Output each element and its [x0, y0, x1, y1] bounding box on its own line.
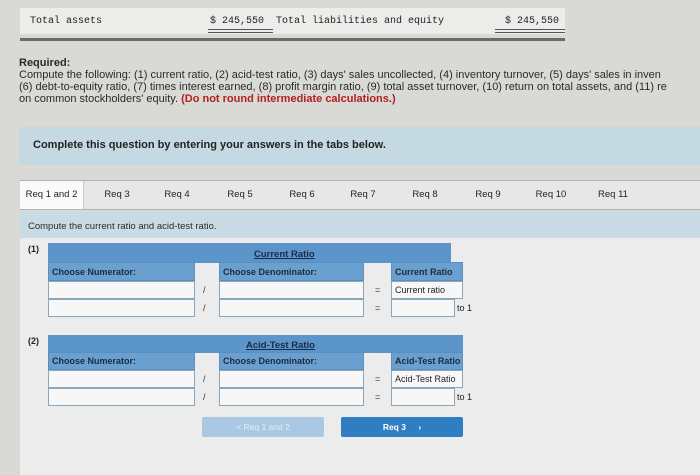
prompt-text: Compute the current ratio and acid-test ratio.	[28, 221, 217, 232]
equals-sign: =	[375, 392, 381, 402]
tab-req-5[interactable]: Req 5	[227, 189, 253, 200]
underline	[208, 29, 273, 30]
divide-sign: /	[203, 392, 206, 402]
required-heading: Required:	[19, 57, 71, 69]
equals-sign: =	[375, 267, 381, 277]
numerator-input-row2[interactable]	[48, 388, 195, 406]
denominator-label: Choose Denominator:	[223, 356, 318, 366]
tab-req-8[interactable]: Req 8	[412, 189, 438, 200]
chevron-right-icon: ›	[418, 422, 422, 432]
current-ratio-row-label: Current ratio	[395, 285, 446, 295]
underline	[495, 29, 565, 30]
underline	[495, 32, 565, 33]
acid-test-title: Acid-Test Ratio	[246, 340, 315, 351]
tab-bar	[20, 180, 700, 210]
required-line-1: Compute the following: (1) current ratio, (2) acid-test ratio, (3) days' sales uncollected, (4) inventory turnover, (5) days' sales in inven	[19, 69, 661, 81]
equals-sign: =	[375, 303, 381, 313]
tab-req-4[interactable]: Req 4	[164, 189, 190, 200]
prompt-strip	[20, 212, 700, 238]
section-2-number: (2)	[28, 336, 39, 346]
numerator-label: Choose Numerator:	[52, 267, 137, 277]
equals-sign: =	[375, 356, 381, 366]
total-le-value: $ 245,550	[505, 16, 560, 27]
acid-test-row-label: Acid-Test Ratio	[395, 374, 456, 384]
numerator-input-row1[interactable]	[48, 370, 195, 388]
tab-req-3[interactable]: Req 3	[104, 189, 130, 200]
rounding-note: (Do not round intermediate calculations.)	[181, 93, 396, 105]
section-1-header	[48, 243, 451, 263]
tab-req-9[interactable]: Req 9	[475, 189, 501, 200]
total-le-label: Total liabilities and equity	[276, 16, 445, 27]
acid-test-result-label: Acid-Test Ratio	[395, 356, 461, 366]
tab-req-7[interactable]: Req 7	[350, 189, 376, 200]
current-ratio-title: Current Ratio	[254, 249, 315, 260]
tab-req-1-and-2[interactable]: Req 1 and 2	[20, 181, 84, 209]
next-tab-button[interactable]	[341, 417, 463, 437]
tab-req-10[interactable]: Req 10	[535, 189, 567, 200]
divide-sign: /	[203, 303, 206, 313]
divide-sign: /	[202, 356, 205, 366]
equals-sign: =	[375, 374, 381, 384]
equals-sign: =	[375, 285, 381, 295]
required-text	[19, 57, 700, 105]
divide-sign: /	[203, 285, 206, 295]
numerator-input-row1[interactable]	[48, 281, 195, 299]
section-1-number: (1)	[28, 244, 39, 254]
numerator-label: Choose Numerator:	[52, 356, 137, 366]
total-assets-value: $ 245,550	[210, 16, 265, 27]
denominator-label: Choose Denominator:	[223, 267, 318, 277]
denominator-input-row1[interactable]	[219, 370, 364, 388]
denominator-input-row2[interactable]	[219, 299, 364, 317]
current-ratio-result-label: Current Ratio	[395, 267, 453, 277]
divider	[20, 38, 565, 41]
tab-req-11[interactable]: Req 11	[598, 189, 628, 200]
previous-tab-button[interactable]: < Req 1 and 2	[202, 417, 324, 437]
total-assets-label: Total assets	[30, 16, 103, 27]
divide-sign: /	[203, 374, 206, 384]
instruction-text: Complete this question by entering your answers in the tabs below.	[33, 139, 386, 151]
underline	[208, 32, 273, 33]
numerator-input-row2[interactable]	[48, 299, 195, 317]
divide-sign: /	[202, 267, 205, 277]
required-line-2: (6) debt-to-equity ratio, (7) times interest earned, (8) profit margin ratio, (9) total asset turnover, (10) return on total assets, and (11) re	[19, 81, 667, 93]
denominator-input-row1[interactable]	[219, 281, 364, 299]
to-one-label: to 1	[457, 303, 473, 313]
balance-sheet-totals	[20, 8, 565, 34]
to-one-label: to 1	[457, 392, 473, 402]
tab-req-6[interactable]: Req 6	[289, 189, 315, 200]
acid-test-answer-input[interactable]	[391, 388, 455, 406]
denominator-input-row2[interactable]	[219, 388, 364, 406]
next-tab-label: Req 3	[382, 422, 406, 432]
instruction-panel	[19, 127, 700, 165]
required-line-3: on common stockholders' equity.	[19, 93, 179, 105]
current-ratio-answer-input[interactable]	[391, 299, 455, 317]
